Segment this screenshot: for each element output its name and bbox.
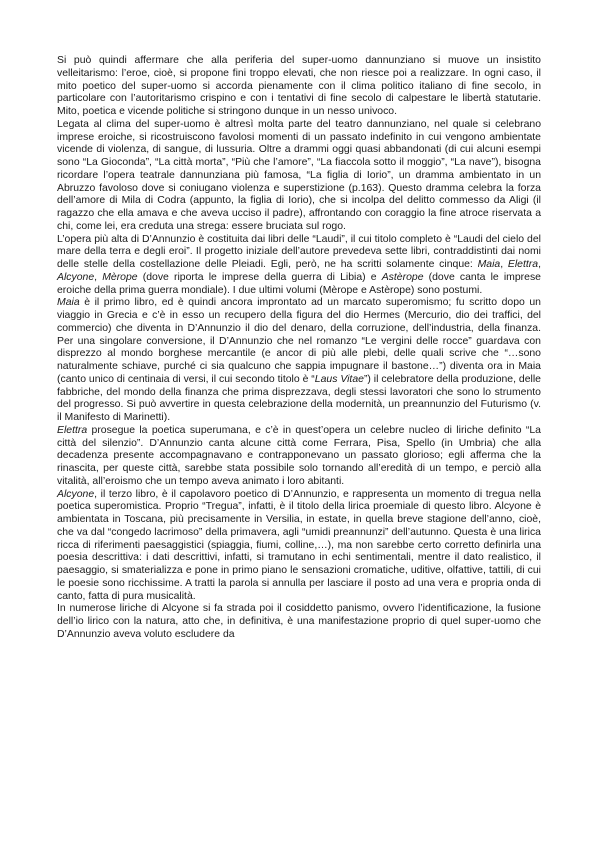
text-run: (dove canta le imprese eroiche della prima guerra mondiale). I due ultimi volumi (Mèrope e Astèrope) sono postumi. bbox=[57, 271, 541, 296]
text-run: prosegue la poetica superumana, e c’è in quest’opera un celebre nucleo di liriche definito “La città del silenzio”. D’Annunzio canta alcune città come Ferrara, Pisa, Spello (in Umbria) che alla decadenza presente accompagnavano e contrapponevano un passato glorioso; egli afferma che la rinascita, per queste città, sarebbe stata possibile solo tornando all’eredità di un tempo, e perciò alla vitalità, all’eroismo che un tempo aveva animato i loro abitanti. bbox=[57, 424, 541, 487]
text-run: , bbox=[538, 259, 541, 270]
paragraph-4 bbox=[57, 297, 541, 425]
italic-title: Mèrope bbox=[102, 271, 138, 283]
paragraph-1 bbox=[57, 55, 541, 119]
italic-title: Alcyone bbox=[57, 488, 95, 500]
italic-title: Elettra bbox=[57, 424, 88, 436]
text-run: L’opera più alta di D’Annunzio è costituita dai libri delle “Laudi”, il cui titolo completo è “Laudi del cielo del mare della terra e degli eroi”. Il progetto iniziale dell’autore prevedeva sette libri, contraddistinti dai nomi delle stelle della costellazione delle Pleiadi. Egli, però, ne ha scritti solamente cinque: bbox=[57, 233, 541, 270]
italic-title: Maia bbox=[57, 297, 80, 309]
text-run: , il terzo libro, è il capolavoro poetico di D’Annunzio, e rappresenta un momento di tregua nella poetica superomistica. Proprio “Tregua”, infatti, è il titolo della lirica proemiale di questo libro. Alcyone è ambientata in Toscana, più precisamente in Versilia, in estate, in quella breve stagione dell’anno, cioè, che va dal “congedo lacrimoso” della primavera, agli “umidi preannunzi” dell’autunno. Questa è una lirica ricca di riferimenti paesaggistici (spiaggia, fiumi, colline,…), ma non sarebbe certo corretto definirla una poesia descrittiva: i dati descrittivi, infatti, si tramutano in echi sentimentali, mentre il dato realistico, il paesaggio, si smaterializza e pone in primo piano le sensazioni cromatiche, uditive, olfattive, tattili, di cui le poesie sono ricchissime. A tratti la parola si annulla per lasciare il posto ad una vera e propria onda di canto, fatta di pura musicalità. bbox=[57, 488, 541, 602]
italic-title: Elettra bbox=[507, 259, 539, 270]
text-run: è il primo libro, ed è quindi ancora improntato ad un marcato superomismo; fu scritto dopo un viaggio in Grecia e c’è in esso un recupero della figura del dio Hermes (Mercurio, dio dei traffici, del commercio) che diventa in D’Annunzio il dio del denaro, della corruzione, dell’industria, della finanza. Per una singolare conversione, il D’Annunzio che nel romanzo “Le vergini delle rocce” guardava con disprezzo al mondo borghese mercantile (e ancor di più alle plebi, delle quali scrive che “…sono naturalmente schiave, purché ci sia qualcuno che sappia impugnare il bastone…”) diventa ora in Maia (canto unico di centinaia di versi, il cui secondo titolo è “ bbox=[57, 297, 541, 385]
paragraph-2 bbox=[57, 119, 541, 234]
paragraph-6 bbox=[57, 489, 541, 604]
text-run: Si può quindi affermare che alla periferia del super-uomo dannunziano si muove un insistito velleitarismo: l’eroe, cioè, si propone fini troppo elevati, che non riesce poi a realizzare. In ogni caso, il mito poetico del super-uomo si accorda pienamente con il clima politico italiano di fine secolo, in particolare con l’autoritarismo crispino e con i tentativi di fine secolo di calpestare le libertà statutarie. Mito, poetica e vicende politiche si stringono dunque in un nesso univoco. bbox=[57, 55, 541, 117]
text-run: Legata al clima del super-uomo è altresì molta parte del teatro dannunziano, nel quale si celebrano imprese eroiche, si ricostruiscono favolosi momenti di un passato indefinito in cui vengono ambientate vicende di violenza, di sangue, di lussuria. Oltre a drammi oggi quasi abbandonati (di cui alcuni esempi sono “La Gioconda”, “La città morta”, “Più che l’amore”, “La fiaccola sotto il moggio”, “La nave”), bisogna ricordare l’opera teatrale dannunziana più famosa, “La figlia di Iorio”, un dramma ambientato in un Abruzzo favoloso dove si coniugano violenza e superstizione (p.163). Questo dramma celebra la forza dell’amore di Mila di Codra (appunto, la figlia di Iorio), che si incolpa del delitto commesso da Aligi (il ragazzo che ella amava e che aveva ucciso il padre), affrontando con coraggio la fine atroce riservata a chi, come lei, era creduta una strega: essere bruciata sul rogo. bbox=[57, 118, 541, 232]
italic-title: Alcyone bbox=[57, 271, 95, 283]
text-run: , bbox=[94, 271, 103, 283]
document-page bbox=[57, 55, 541, 642]
paragraph-7 bbox=[57, 603, 541, 641]
text-run: In numerose liriche di Alcyone si fa strada poi il cosiddetto panismo, ovvero l’identificazione, la fusione dell’io lirico con la natura, atto che, in definitiva, è una manifestazione proprio di quel super-uomo che D’Annunzio aveva voluto escludere da bbox=[57, 603, 541, 640]
text-run: , bbox=[500, 259, 508, 270]
paragraph-5 bbox=[57, 425, 541, 489]
italic-title: Laus Vitae bbox=[314, 373, 364, 385]
paragraph-3 bbox=[57, 234, 541, 298]
text-run: ”) il celebratore della produzione, delle fabbriche, del mondo della finanza che prima disprezzava, degli stessi lavoratori che sono lo strumento del progresso. Si può avvertire in questa celebrazione della modernità, un preannunzio del Futurismo (v. il Manifesto di Marinetti). bbox=[57, 373, 541, 423]
italic-title: Astèrope bbox=[381, 271, 424, 283]
text-run: (dove riporta le imprese della guerra di Libia) e bbox=[137, 271, 382, 283]
italic-title: Maia bbox=[477, 259, 501, 270]
